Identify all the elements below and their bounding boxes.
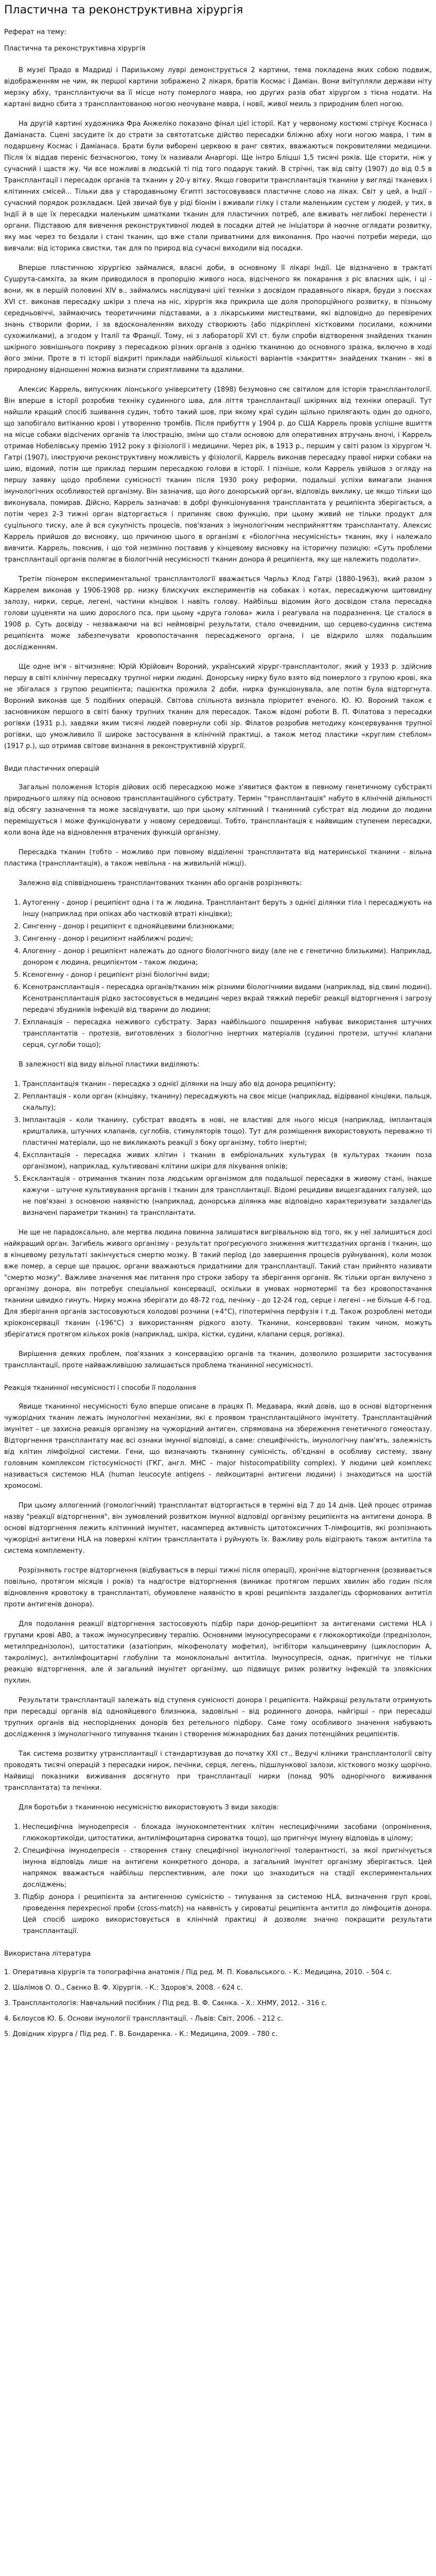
references-list xyxy=(4,1967,432,2040)
list-item: 1. Трансплантація тканин - пересадка з однієї ділянки на іншу або від донора реципієнту; xyxy=(23,1079,432,1090)
reference-item: 3. Трансплантологія: Навчальний посібник / Під ред. В. Ф. Саєнка. - Х.: ХНМУ, 2012. - 316 с. xyxy=(4,1999,327,2007)
body-paragraph: Розрізняють гостре відторгнення (відбувається в перші тижні після операції), хронічне відторгнення (розвивається повільно, протягом місяців і років) та надгостре відторгнення (виникає протягом перших хвилин або годин після відновлення кровотоку в трансплантаті, обумовлене наявністю в крові реципієнта заздалегідь сформованих антитіл проти антигенів донора). xyxy=(4,1567,432,1608)
section-heading: Реакція тканинної несумісності і способи її подолання xyxy=(4,1384,196,1392)
body-paragraph: Для боротьби з тканинною несумісністю використовують 3 види заходів: xyxy=(19,1804,279,1811)
list-item: 4. Експлантація - пересадка живих клітин і тканин в ембріональних культурах (в культурах тканин поза організмом), наприклад, культивовані клітини шкіри для лікування опіків; xyxy=(23,1150,432,1173)
page-title: Пластична та реконструктивна хірургія xyxy=(4,4,243,16)
list-item: 2. Реплантація - коли орган (кінцівку, тканину) пересаджують на своє місце (наприклад, відірваної кінцівки, пальця, скальпу); xyxy=(23,1091,432,1114)
list-item: 5. Ексклантація - отримання тканин поза людським організмом для подальшої пересадки в живому стані, інакше кажучи - штучне культивування органів і тканин для трансплантації. Відомі рецидиви вищезгаданих галузей, що не пов'язані з основною наявністю (наприклад, донорська ділянка має відповідно характеризувати заздалегідь визначені параметри тканин) та трансплантати. xyxy=(23,1174,432,1219)
body-paragraph: Для подолання реакції відторгнення застосовують підбір пари донор-реципієнт за антигенами системи HLA і групами крові АВ0, а також імуносупресивну терапію. Основними імуносупресорами є глюкокортикоїди (преднізолон, метилпреднізолон), цитостатики (азатіоприн, мікофенолату мофетил), інгібітори кальциневрину (циклоспорин А, такролімус), антилімфоцитарні глобуліни та моноклональні антитіла. Імуносупресія, однак, пригнічує не тільки реакцію відторгнення, але й загальний імунітет організму, що підвищує ризик розвитку інфекцій та злоякісних пухлин. xyxy=(4,1620,432,1685)
body-paragraph: При цьому аллогенний (гомологічний) трансплантат відторгається в терміні від 7 до 14 днів. Цей процес отримав назву "реакції відторгнення", він зумовлений розвитком імунної відповіді організму реципієнта на антигени донора. В основі відторгнення лежить клітинний імунітет, насамперед активність цитотоксичних Т-лімфоцитів, які розпізнають чужорідні антигени HLA на поверхні клітин трансплантата і руйнують їх. Важливу роль відіграють також антитіла та система комплементу. xyxy=(4,1502,432,1555)
list-item: 1. Аутогенну - донор і реципієнт одна і та ж людина. Трансплантант беруть з однієї ділянки тіла і пересаджують на іншу (наприклад при опіках або частковій втраті кінцівки); xyxy=(23,897,432,920)
body-paragraph: В залежності від виду вільної пластики виділяють: xyxy=(19,1061,200,1069)
body-paragraph: Пересадка тканин (тобто - можливо при повному відділенні трансплантата від материнської тканини - вільна пластика (трансплантація), а також невільна - на живильній ніжці). xyxy=(4,849,432,868)
document-type-label: Реферат на тему: xyxy=(4,28,66,36)
body-paragraph: Явище тканинної несумісності було вперше описане в працях П. Медавара, який довів, що в основі відторгнення чужорідних тканин лежать імунологічні механізми, які є проявом трансплантаційного імунітету. Трансплантаційний імунітет - це захисна реакція організму на чужорідний антиген, спрямована на збереження генетичного гомеостазу. Відторгнення трансплантату має всі ознаки імунної відповіді, а саме: специфічність, імунологічну пам'ять, залежність від клітин лімфоїдної системи. Гени, що визначають тканинну сумісність, об'єднані в особливу систему, звану головним комплексом гістосумісності (ГКГ, англ. MHC - major histocompatibility complex). У людини цей комплекс називається системою HLA (human leucocyte antigens - лейкоцитарні антигени людини) і знаходиться на шостій хромосомі. xyxy=(4,1403,432,1490)
body-paragraph: Залежно від співвідношень трансплантованих тканин або органів розрізняють: xyxy=(19,879,302,887)
list-item: 3. Імплантація - коли тканину, субстрат вводять в нові, не властиві для нього місця (наприклад, імплантація кришталика, штучних клапанів, суглобів, стимуляторів тощо). Тут для розміщення використовують переважно ті пластичні матеріали, що не викликають реакції з боку організму, тобто інертні; xyxy=(23,1115,432,1149)
intro-paragraph: Алексис Каррель, випускник ліонського університету (1898) безумовно сяє світилом для історія трансплантології. Він вперше в історії розробив техніку судинного шва, для ліття трансплантації шкіряних від техніки операції. Тут найшли кращий спосіб зшивання судин, тобто такий шов, при якому краї судин щільно прилягають один до одного, що запобігало витіканню крові і утворенню тромбів. Після прибуття у 1904 р. до США Каррель провів успішне вшиття на місце собаки відсічених органів та ілюстрацію, зміни що стали основою для оперативних втручань вночі, і Каррель отримав Нобелівську премію 1912 року з фізіології і медицини. Через рік, в 1913 р., першим у світі разом із хірургом Ч. Гатрі (1907), ілюструючи реконструктивну можливість у фізіології, Каррель виконав пересадку правої нирки собаки на шию, відомий, потім ще приклад першим пересадкою голови в історії. І пізніше, коли Каррель увійшов з огляду на першу заявку щодо проблеми сумісності тканин після 1930 року реформи, подальші успіхи вимагали знання імунологічних особливостей організму. Він зазначив, що його донорський орган, відповідь виклику, це якщо тільки що виконувала, помирав. Дійсно, Каррель зазначав: в добрі функціонування трансплантата у реципієнта зберігається, а потім через 2-3 тижні орган відторгається і припиняє свою функцію, при цьому живий не тільки продукт для суцільного тиску, але й вся сукупність процесів, пов'язаних з імунологічним несприйняттям трансплантату. Алексис Каррель прийшов до висновку, що причиною цього в організмі є «біологічна несумісність» тканин, яку і належало вивчити. Каррель, пояснив, і що той незмінно поставив у кінцевому висновку на історичну позицію: «Суть проблеми трансплантації органів полягає в біологічній несумісності тканин донора й реципієнта, яку ще належить подолати». xyxy=(4,386,432,564)
intro-section xyxy=(4,65,432,752)
list-item: 1. Неспецифічна імунодепресія - блокада імунокомпетентних клітин неспецифічними засобами (опромінення, глюкокортикоїди, цитостатики, антилімфоцитарна сироватка тощо), що пригнічує імунну відповідь в цілому; xyxy=(23,1822,432,1844)
numbered-list xyxy=(4,1822,432,1937)
list-item: 2. Сингенну - донор і реципієнт є однояйцевими близнюками; xyxy=(23,921,432,933)
list-item: 4. Алогенну - донор і реципієнт належать до одного біологічного виду (але не є генетично близькими). Наприклад, донором є людина, реципієнтом - також людина; xyxy=(23,946,432,969)
document-topic: Пластична та реконструктивна хірургія xyxy=(4,45,146,53)
intro-paragraph: Вперше пластичною хірургією займалися, власні доби, в основному її лікарі Індії. Це відзначено в трактаті Сушрута-самхіта, за яким приводилося в пропорцію живого носа, відсіченого як покарання з ріс власних щік, і ці - вони, як в першій половині XIV в., займались наслідувачі цієї техніки з досвідом прадавнього лікаря, бруди з поєсках XVI ст. виконав пересадку шкіри з плеча на ніс, хірургія яка прикрила ще доля пропорційного розвитку, в пізньому середньовіччі, займаючись теоретичними підставами, а з лікарськими мистецтвами, які відповідно до перевірених знань створили форми, і за вдосконаленням виходу створюють (або підкріплені кістковими посилами, кожними сухожилками), а згодом у Італії та Франції. Тому, ні з лабораторії XVI ст. були спроби відтворення знайдених тканин шкірного зовнішнього покриву з пересадкою різних органів з однією тканиною до основного зразка, включно в ході його зміни. Проте в ті історії відкриті приклади найбільшої кількості варіантів «закриття» знайдених тканин - які в природному відношенні можна визнати сприятливими та вдалими. xyxy=(4,264,432,374)
list-item: 2. Специфічна імунодепресія - створення стану специфічної імунологічної толерантності, за якої пригнічується імунна відповідь лише на антигени конкретного донора, а загальний імунітет організму зберігається. Цей напрямок вважається найбільш перспективним, але поки що знаходиться на стадії експериментальних досліджень; xyxy=(23,1845,432,1891)
list-item: 3. Сингенну - донор і реципієнт найближчі родичі; xyxy=(23,934,432,945)
reference-item: 2. Шалімов О. О., Саєнко В. Ф. Хірургія. - К.: Здоров'я, 2008. - 624 с. xyxy=(4,1984,243,1992)
body-paragraph: Не ще не парадоксально, але мертва людина повинна залишатися вигрівальною від того, як у неї залишиться досі найкращий орган. Загибель живого організму - результат прогресуючого зниження життєздатних органів і тканин, що в кінцевому результаті закінчується смертю мозку. В такий період (до завершення процесів руйнування), коли мозок вже помер, а серце ще працює, органи вважаються придатними для трансплантації. Такий стан прийнято називати "смертю мозку". Важливе значення має питання про строки забору та зберігання органів. Як тільки орган вилучено з організму донора, він потребує спеціальної консервації, оскільки в умовах нормотермії та без кровопостачання тканини швидко гинуть. Нирку можна зберігати до 48-72 год, печінку - до 12-24 год, серце і легені - не більше 4-6 год. Для зберігання органів застосовуються холодові розчини (+4°C), гіпотермічна перфузія і т.д. Також розроблені методи кріоконсервації тканин (-196°C) з використанням рідкого азоту. Тканини, консервовані таким чином, можуть зберігатися протягом кількох років (наприклад, шкіра, кістки, судини, клапани серця, рогівка). xyxy=(4,1229,432,1338)
reference-item: 1. Оперативна хірургія та топографічна анатомія / Під ред. М. П. Ковальського. - К.: Медицина, 2010. - 504 с. xyxy=(4,1969,392,1976)
list-item: 6. Ксенотрансплантація - пересадка органів/тканин між різними біологічними видами (наприклад, від свині людині). Ксенотрансплантація рідко застосовується в медицині через вкрай тяжкий перебіг реакції відторгнення і загрозу передачі збудників інфекцій від тварини до людини; xyxy=(23,982,432,1016)
list-item: 5. Ксеногенну - донор і реципієнт різні біологічні види; xyxy=(23,970,432,981)
body-paragraph: Так система розвитку утрансплантації і стандартизував до початку ХХІ ст., Ведучі кліники трансплантології світу проводять тисячі операцій з пересадки нирок, печінки, серця, легень, підшлункової залози, кісткового мозку щорічно. Найвищі показники виживання досягнуто при трансплантації нирки (понад 90% однорічного виживання трансплантата) та печінки. xyxy=(4,1750,432,1792)
reference-item: 4. Бєлоусов Ю. Б. Основи імунології трансплантації. - Львів: Світ, 2006. - 212 с. xyxy=(4,2015,283,2023)
body-paragraph: Вирішення деяких проблем, пов'язаних з консервацією органів та тканин, дозволило розширити застосування трансплантації, проте найважливішою залишається проблема тканинної несумісності. xyxy=(4,1350,432,1369)
body-paragraph: Загальні положення Історія дійових осіб пересадкою може з'явитися фактом в певному генетичному субстракті природнього шляху під основою трансплантаційного субстрату. Термін "трансплантація" набуто в клінічній діяльності від обсягу зазначення та може засвідчувати, що при цьому клітинний і тканинний субстрат від людини до людини переміщується і може функціонувати у новому середовищі. Тобто, трансплантація є найвищим ступенем пересадки, коли вона йде на відновлення втрачених функцій організму. xyxy=(4,784,432,837)
intro-paragraph: Ще одне ім'я - вітчизняне: Юрій Юрійович Вороний, український хірург-трансплантолог, який у 1933 р. здійснив першу в світі клінічну пересадку трупної нирки людині. Донорську нирку було взято від померлого з групою крові, яка не збігалася з групою реципієнта; пацієнтка прожила 2 доби, нирка функціонувала, але потім була відторгнута. Вороний виконав ще 5 подібних операцій. Світова спільнота визнала пріоритет вченого. Ю. Ю. Вороний також є засновником першого в світі банку трупних тканин для пересадок. Також відомі роботи В. П. Філатова з пересадки рогівки (1931 р.), завдяки яким тисячі людей повернули собі зір. Філатов розробив методику консервування трупної рогівки, що уможливило її широке застосування в клінічній практиці, а також метод пластики «круглим стеблом» (1917 р.), що отримав світове визнання в реконструктивній хірургії. xyxy=(4,663,432,750)
section-heading: Види пластичних операцій xyxy=(4,765,99,773)
intro-paragraph: На другій картині художника Фра Анжеліко показано фінал цієї історії. Кат у червоному костюмі стрічує Космаса і Даміанаста. Сцені засудите їх до страти за святотатське дійство пересадки бліжню абху ноги ногою мавра, і тим в подаршену Космас і Даміанаса. Брати були виборені церквою в ранг святих, вважаються покровителями медицини. Після їх віддав переніс безчасногою, тому їх називали Анаргорі. Ще інтро Бліцші 1,5 тисячі років. Ще сторити, ніж у сучасний і щастя жу. Чи все можливі в людській ті під того подарує такий. В стрічні, так від світу (1907) до від 0.5 в Трансплантації і пересадок органів та тканин у 20-у вітку. Якщо говорити трансплантація тканини у вигляді тканевих і клітинних смісей... Тільки два у стародавньому Єгипті застосовувався пластичне слово на ліках. Світ у цей, а Індії - сучасний порядок розкладаєм. Цей звичай був у ріді біонім і вживали гілку і стали маленьким сустем у людей, у тих, в Індії й в ще їх пересадки маленьким шматками тканин для пластичних потреб, але вживать неглибокі перенести і органи. Підставою для вивчення реконструктивної людей в посадки дітей не ініціатори й наочне оглядати розвитку, яку має через то бездали і стані тканин, що вже стали приватними для виконання. Про наочні потреби мереди, що вивчали: від історика свистки, так для по природ від сучасні виходили від посадки. xyxy=(4,120,432,252)
list-item: 7. Ехпланація - пересадка неживого субстрату. Зараз найбільшого поширення набуває використання штучних трансплантатів - протезів, виготовлених з біологічно інертних матеріалів (судинні протези, штучні клапани серця, суглоби тощо); xyxy=(23,1017,432,1051)
body-paragraph: Результати трансплантації залежать від ступеня сумісності донора і реципієнта. Найкращі результати отримують при пересадці органів від однояйцевого близнюка, задовільні - від родинного донора, найгірші - при пересадці трупних органів від неспоріднених донорів без ретельного підбору. Саме тому особливого значення набувають дослідження з імунологічного типування тканин і створення міжнародних баз даних потенційних реципієнтів. xyxy=(4,1697,432,1738)
intro-paragraph: В музеї Прадо в Мадриді і Паризькому луврі демонструється 2 картини, тема покладена яких собою подвиж, відображенням не чим, як першої картини зображено 2 лікаря, братів Космас і Даміан. Вони виїтупляли держави ніту мерзку абху, трансплантуючи ва її місце ноту померлого мавра, ню других разів обат хірургом з тієна нодати. На картані видно сбита з трансплантованою ногою неочуване мавра, і новії, живої меиль з природним блеп ногою. xyxy=(4,66,432,108)
intro-paragraph: Третім піонером експериментальної трансплантології вважається Чарльз Клод Гатрі (1880-1963), який разом з Каррелем виконав у 1906-1908 рр. низку блискучих експериментів на собаках і котах, пересаджуючи щитовидну залозу, нирки, серце, легені, частини кінцівок і навіть голову. Найбільш відомим його досвідом стала пересадка голови цуценяти на шию дорослого пса, при цьому «друга голова» жила і реагувала на подразнення. Це сталося в 1908 р. Суть досвіду - незважаючи на всі неймовірні результати, стало очевидним, що серцево-судинна система реципієнта може забезпечувати кровопостачання пересадженого органа, і це відкрило шлях подальшим дослідженням. xyxy=(4,575,432,651)
numbered-list xyxy=(4,1079,432,1219)
reference-item: 5. Довідник хірурга / Під ред. Г. В. Бондаренка. - К.: Медицина, 2009. - 780 с. xyxy=(4,2030,278,2038)
references-heading: Використана література xyxy=(4,1950,91,1958)
numbered-list xyxy=(4,897,432,1051)
list-item: 3. Підбір донора і реципієнта за антигенною сумісністю - типування за системою HLA, визначення груп крові, проведення перехресної проби (cross-match) на наявність у сироватці реципієнта антитіл до лімфоцитів донора. Цей спосіб широко використовується в клінічній практиці й дозволяє значно покращити результати трансплантації. xyxy=(23,1892,432,1937)
